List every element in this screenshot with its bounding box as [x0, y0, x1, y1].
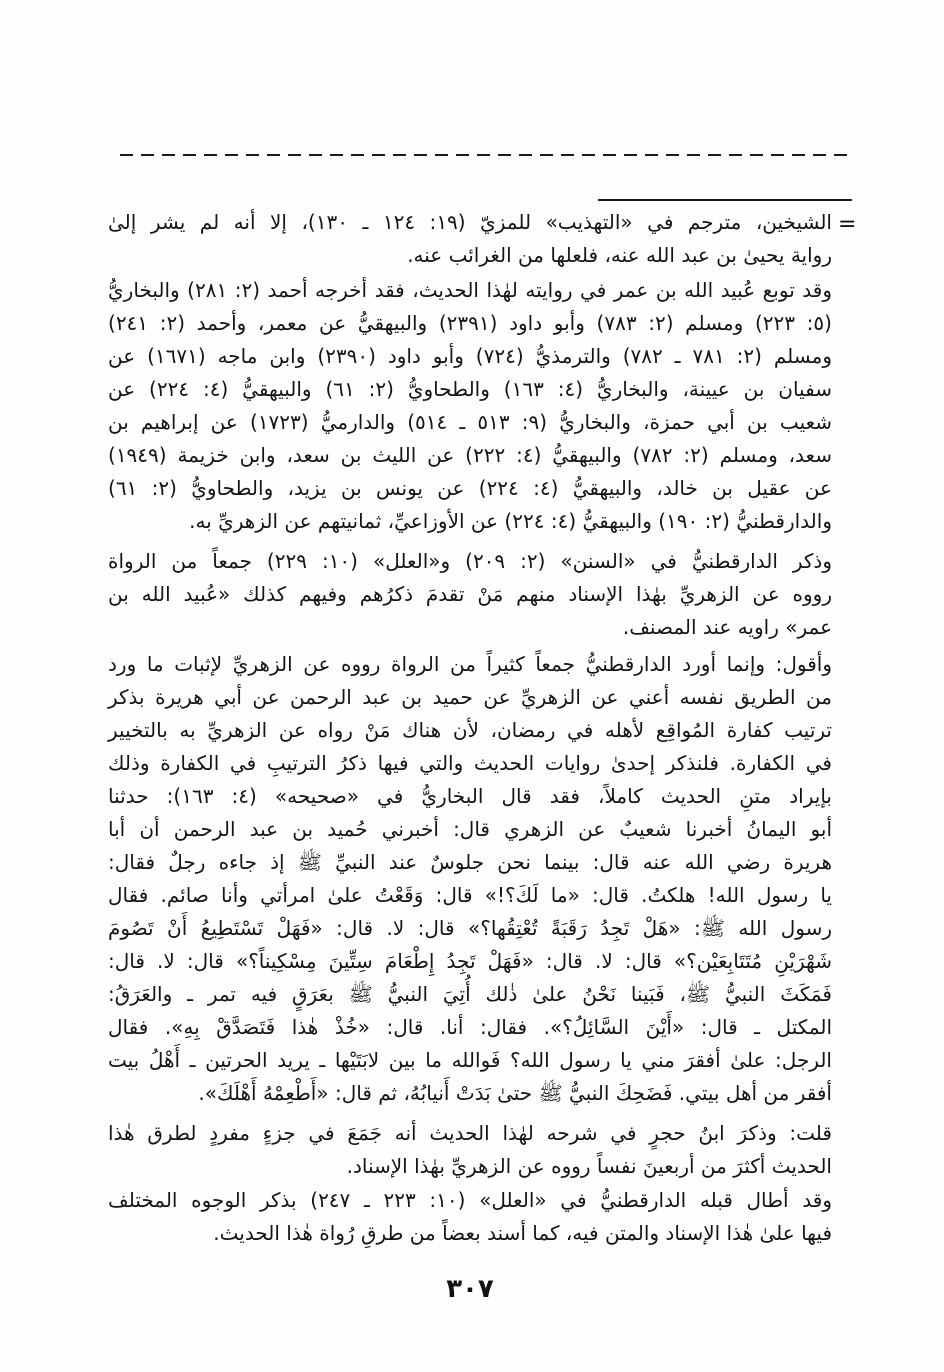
text-line: هريرة رضي الله عنه قال: بينما نحن جلوسٌ عند النبيِّ ﷺ إذ جاءه رجلٌ فقال: — [108, 850, 832, 874]
text-line: عن عقيل بن خالد، والبيهقيُّ (٤: ٢٢٤) عن يونس بن يزيد، والطحاويُّ (٢: ٦١) — [108, 476, 832, 500]
text-line: الشيخين، مترجم في «التهذيب» للمزيّ (١٩: ١٢٤ ـ ١٣٠)، إلا أنه لم يشر إلىٰ — [108, 210, 832, 234]
text-line: وقد أطال قبله الدارقطنيُّ في «العلل» (١٠: ٢٢٣ ـ ٢٤٧) بذكر الوجوه المختلف — [108, 1188, 832, 1212]
text-line: رسول الله ﷺ: «هَلْ تَجِدُ رَقَبَةً تُعْتِقُها؟» قال: لا. قال: «فَهَلْ تَسْتَطِيعُ أَنْ تَصُومَ — [108, 916, 832, 940]
text-line: أبو اليمانُ أخبرنا شعيبٌ عن الزهري قال: أخبرني حُميد بن عبد الرحمن أن أبا — [108, 817, 832, 841]
text-line: شَهْرَيْنِ مُتَتَابِعَيْن؟» قال: لا. قال: «فَهَلْ تَجِدُ إِطْعَامَ سِتِّينَ مِسْكِيناً؟» قال: لا. قال: — [108, 949, 832, 973]
footnote-paragraph — [108, 206, 832, 272]
text-line: سعد، ومسلم (٢: ٧٨٢) والبيهقيُّ (٤: ٢٢٢) عن الليث بن سعد، وابن خزيمة (١٩٤٩) — [108, 443, 832, 467]
text-line: وقد توبع عُبيد الله بن عمر في روايته لهٰذا الحديث، فقد أخرجه أحمد (٢: ٢٨١) والبخاريُّ — [108, 278, 832, 302]
text-line: سفيان بن عيينة، والبخاريُّ (٤: ١٦٣) والطحاويُّ (٢: ٦١) والبيهقيُّ (٤: ٢٢٤) عن — [108, 377, 832, 401]
text-line: ترتيب كفارة المُواقِع لأهله في رمضان، لأن هناك مَنْ رواه عن الزهريِّ به بالتخيير — [108, 718, 832, 742]
text-line: وذكر الدارقطنيُّ في «السنن» (٢: ٢٠٩) و«العلل» (١٠: ٢٢٩) جمعاً من الرواة — [108, 549, 832, 573]
text-line: المكتل ـ قال: «أَيْنَ السَّائِلُ؟». فقال: أنا. قال: «خُذْ هٰذا فَتَصَدَّقْ بِهِ». فقال — [108, 1015, 832, 1039]
footnote-separator-line — [598, 199, 852, 201]
text-line: (٥: ٢٢٣) ومسلم (٢: ٧٨٣) وأبو داود (٢٣٩١) والبيهقيُّ عن معمر، وأحمد (٢: ٢٤١) — [108, 311, 832, 335]
text-line: والدارقطنيُّ (٢: ١٩٠) والبيهقيُّ (٤: ٢٢٤) عن الأوزاعيِّ، ثمانيتهم عن الزهريِّ به. — [189, 509, 832, 533]
text-line: ومسلم (٢: ٧٨١ ـ ٧٨٢) والترمذيُّ (٧٢٤) وأبو داود (٢٣٩٠) وابن ماجه (١٦٧١) عن — [108, 344, 832, 368]
text-line: فَمَكَثَ النبيُّ ﷺ، فَبَينا نَحْنُ علىٰ ذٰلك أُتِيَ النبيُّ ﷺ بعَرَقٍ فيه تمر ـ والعَرَقُ: — [108, 982, 832, 1006]
text-line: وأقول: وإنما أورد الدارقطنيُّ جمعاً كثيراً من الرواة رووه عن الزهريِّ لإثبات ما ورد — [108, 652, 832, 676]
footnote-paragraph — [108, 1184, 832, 1250]
text-line: شعيب بن أبي حمزة، والبخاريُّ (٩: ٥١٣ ـ ٥١٤) والدارميُّ (١٧٢٣) عن إبراهيم بن — [108, 410, 833, 434]
footnote-paragraph — [108, 1117, 832, 1183]
footnote-continuation-mark: = — [838, 212, 857, 237]
text-line: فيها علىٰ هٰذا الإسناد والمتن فيه، كما أسند بعضاً من طرقِ رُواة هٰذا الحديث. — [213, 1221, 832, 1245]
footnote-paragraph — [108, 648, 832, 1110]
dashed-separator-line — [120, 154, 850, 156]
text-line: رووه عن الزهريِّ بهٰذا الإسناد منهم مَنْ تقدمَ ذكرُهم وفيهم كذلك «عُبيد الله بن — [108, 582, 832, 606]
text-line: من الطريق نفسه أعني عن الزهريِّ عن حميد بن عبد الرحمن عن أبي هريرة بذكر — [108, 685, 832, 709]
text-line: يا رسول الله! هلكتُ. قال: «ما لَكَ؟!» قال: وَقَعْتُ علىٰ امرأتي وأنا صائم. فقال — [108, 883, 832, 907]
page-number: ٣٠٧ — [446, 1274, 494, 1304]
text-line: بإيراد متنِ الحديث كاملاً، فقد قال البخاريُّ في «صحيحه» (٤: ١٦٣): حدثنا — [108, 784, 832, 808]
text-line: قلت: وذكرَ ابنُ حجرٍ في شرحه لهٰذا الحديث أنه جَمَعَ في جزءٍ مفردٍ لطرق هٰذا — [108, 1121, 832, 1145]
text-line: أفقر من أهل بيتي. فَضَحِكَ النبيُّ ﷺ حتىٰ بَدَتْ أَنيابُهُ، ثم قال: «أَطْعِمْهُ أَهْلَكَ». — [198, 1081, 832, 1105]
text-line: عمر» راويه عند المصنف. — [622, 615, 832, 639]
text-line: في الكفارة. فلنذكر إحدىٰ روايات الحديث والتي فيها ذكرُ الترتيبِ في الكفارة وذلك — [108, 751, 832, 775]
text-line: الحديث أكثرَ من أربعينَ نفساً رووه عن الزهريِّ بهٰذا الإسناد. — [346, 1154, 832, 1178]
footnote-paragraph — [108, 274, 832, 538]
footnote-paragraph — [108, 545, 832, 644]
text-line: رواية يحيىٰ بن عبد الله عنه، فلعلها من الغرائب عنه. — [407, 243, 832, 267]
text-line: الرجل: علىٰ أفقرَ مني يا رسول الله؟ فَوالله ما بين لابَتَيْها ـ يريد الحرتين ـ أَهْلُ بيت — [108, 1048, 832, 1072]
